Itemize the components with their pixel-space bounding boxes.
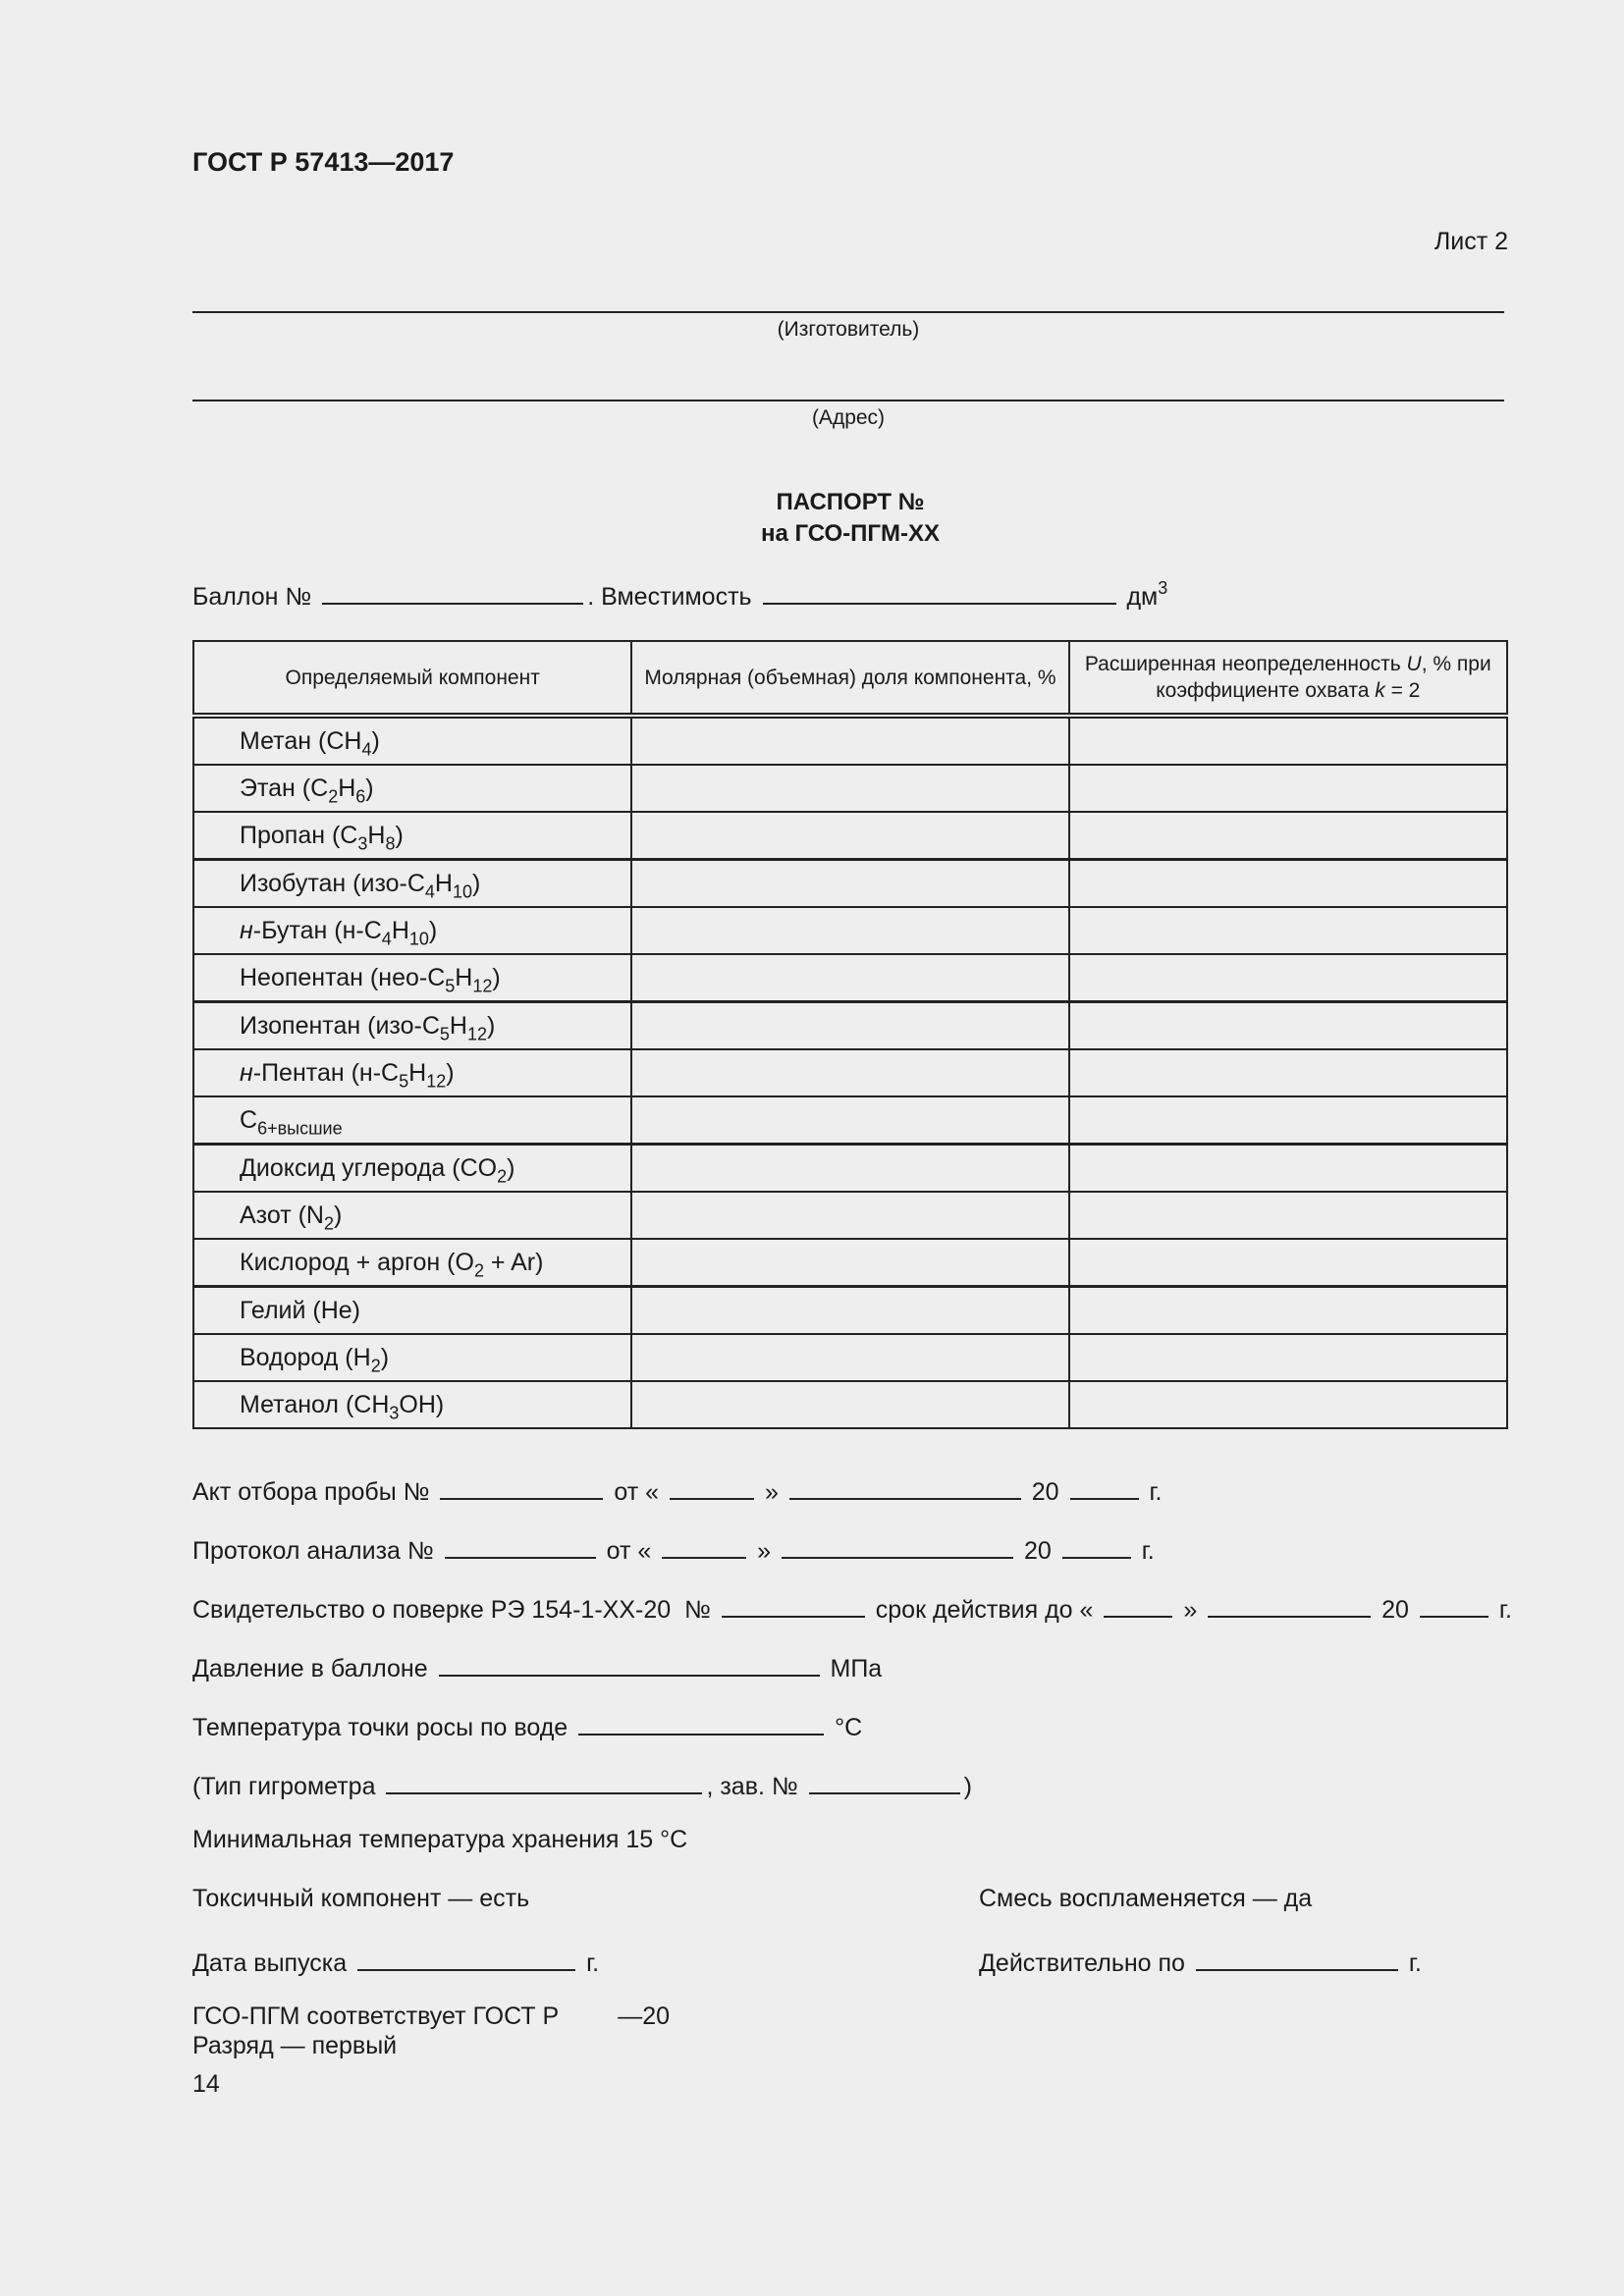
certificate-label: Свидетельство о поверке РЭ 154-1-ХХ-20 (192, 1596, 672, 1624)
hygrometer-serial-field[interactable] (809, 1767, 960, 1794)
component-name: $C_{6+высшие}$ (193, 1096, 631, 1145)
release-date-field[interactable] (357, 1944, 575, 1971)
component-name: Гелий (He) (193, 1287, 631, 1335)
pressure-label: Давление в баллоне (192, 1655, 428, 1682)
uncertainty-cell[interactable] (1069, 1287, 1507, 1335)
sample-act-label: Акт отбора пробы № (192, 1478, 430, 1506)
conformity-line (192, 2002, 670, 2031)
header-molar-fraction: Молярная (объемная) доля компонента, % (631, 641, 1068, 716)
cylinder-label: Баллон № (192, 583, 312, 611)
uncertainty-cell[interactable] (1069, 1381, 1507, 1428)
table-row (193, 1049, 1507, 1096)
toxic-line: Токсичный компонент — есть (192, 1885, 530, 1912)
certificate-year: 20 (1381, 1596, 1409, 1624)
molar-fraction-cell[interactable] (631, 1287, 1068, 1335)
pressure-line (192, 1649, 882, 1683)
address-caption: (Адрес) (811, 406, 886, 429)
release-date-line (192, 1944, 599, 1978)
certificate-close: » (1183, 1596, 1198, 1624)
hygrometer-close: ) (963, 1773, 972, 1800)
sample-act-line (192, 1472, 1162, 1507)
table-row (193, 907, 1507, 954)
title-line-1: ПАСПОРТ № (776, 489, 925, 515)
header-component: Определяемый компонент (193, 641, 631, 716)
table-row (193, 1381, 1507, 1428)
certificate-no: № (684, 1596, 711, 1624)
protocol-number-field[interactable] (445, 1531, 596, 1559)
pressure-field[interactable] (439, 1649, 820, 1677)
protocol-line (192, 1531, 1155, 1566)
title-line-2: на ГСО-ПГМ-ХХ (760, 520, 941, 547)
sample-act-month-field[interactable] (789, 1472, 1021, 1500)
molar-fraction-cell[interactable] (631, 716, 1068, 765)
component-name: Водород $(H_2)$ (193, 1334, 631, 1381)
molar-fraction-cell[interactable] (631, 954, 1068, 1002)
component-name: Изопентан $(изо-C_5H_{12})$ (193, 1002, 631, 1050)
uncertainty-cell[interactable] (1069, 716, 1507, 765)
conformity-label: ГСО-ПГМ соответствует ГОСТ Р (192, 2002, 560, 2030)
uncertainty-cell[interactable] (1069, 954, 1507, 1002)
molar-fraction-cell[interactable] (631, 1381, 1068, 1428)
protocol-close: » (757, 1537, 772, 1565)
component-name: н-Пентан $(н-C_5H_{12})$ (193, 1049, 631, 1096)
uncertainty-cell[interactable] (1069, 812, 1507, 860)
component-name: Этан $(C_2H_6)$ (193, 765, 631, 812)
valid-until-line (979, 1944, 1422, 1978)
flammable-line: Смесь воспламеняется — да (979, 1885, 1313, 1912)
certificate-day-field[interactable] (1104, 1590, 1172, 1618)
cylinder-number-field[interactable] (322, 577, 583, 605)
conformity-year: —20 (618, 2002, 671, 2030)
sample-act-from: от « (614, 1478, 660, 1506)
table-row (193, 1192, 1507, 1239)
table-row (193, 1239, 1507, 1287)
composition-table (192, 640, 1508, 1429)
table-row (193, 1334, 1507, 1381)
molar-fraction-cell[interactable] (631, 1334, 1068, 1381)
molar-fraction-cell[interactable] (631, 812, 1068, 860)
sheet-number: Лист 2 (1434, 228, 1508, 255)
sample-act-day-field[interactable] (670, 1472, 754, 1500)
protocol-year: 20 (1023, 1537, 1052, 1565)
certificate-year-field[interactable] (1420, 1590, 1489, 1618)
cylinder-line (192, 577, 1167, 612)
molar-fraction-cell[interactable] (631, 1192, 1068, 1239)
protocol-g: г. (1141, 1537, 1155, 1565)
document-title (192, 487, 1508, 550)
sample-act-number-field[interactable] (440, 1472, 603, 1500)
sample-act-close: » (764, 1478, 779, 1506)
manufacturer-caption: (Изготовитель) (777, 318, 920, 341)
hygrometer-type-field[interactable] (386, 1767, 702, 1794)
component-name: Метан $(CH_4)$ (193, 716, 631, 765)
table-row (193, 860, 1507, 908)
molar-fraction-cell[interactable] (631, 907, 1068, 954)
component-name: Метанол $(CH_3OH)$ (193, 1381, 631, 1428)
certificate-month-field[interactable] (1208, 1590, 1371, 1618)
certificate-line (192, 1590, 1512, 1625)
uncertainty-cell[interactable] (1069, 1239, 1507, 1287)
protocol-year-field[interactable] (1062, 1531, 1131, 1559)
molar-fraction-cell[interactable] (631, 1145, 1068, 1193)
certificate-valid: срок действия до « (875, 1596, 1094, 1624)
valid-until-g: г. (1408, 1949, 1422, 1977)
min-temp-line: Минимальная температура хранения 15 °С (192, 1826, 688, 1853)
uncertainty-cell[interactable] (1069, 1002, 1507, 1050)
dew-point-unit: °С (835, 1714, 863, 1741)
table-row (193, 765, 1507, 812)
manufacturer-line (192, 311, 1504, 313)
molar-fraction-cell[interactable] (631, 860, 1068, 908)
component-name: Азот $(N_2)$ (193, 1192, 631, 1239)
pressure-unit: МПа (830, 1655, 883, 1682)
protocol-label: Протокол анализа № (192, 1537, 434, 1565)
dew-point-field[interactable] (578, 1708, 824, 1735)
table-header-row (193, 641, 1507, 716)
component-name: н-Бутан $(н-C_4H_{10})$ (193, 907, 631, 954)
molar-fraction-cell[interactable] (631, 1002, 1068, 1050)
uncertainty-cell[interactable] (1069, 765, 1507, 812)
table-row (193, 1002, 1507, 1050)
release-date-g: г. (586, 1949, 600, 1977)
standard-designation: ГОСТ Р 57413—2017 (192, 147, 455, 177)
dew-point-line (192, 1708, 862, 1742)
dew-point-label: Температура точки росы по воде (192, 1714, 568, 1741)
uncertainty-cell[interactable] (1069, 1049, 1507, 1096)
component-name: Неопентан $(нео-C_5H_{12})$ (193, 954, 631, 1002)
capacity-label: . Вместимость (587, 583, 752, 611)
component-name: Диоксид углерода $(CO_2)$ (193, 1145, 631, 1193)
table-row (193, 954, 1507, 1002)
table-row (193, 812, 1507, 860)
valid-until-label: Действительно по (979, 1949, 1185, 1977)
uncertainty-cell[interactable] (1069, 1192, 1507, 1239)
address-line (192, 400, 1504, 401)
component-name: Изобутан $(изо-C_4H_{10})$ (193, 860, 631, 908)
sample-act-g: г. (1149, 1478, 1163, 1506)
uncertainty-cell[interactable] (1069, 1096, 1507, 1145)
capacity-field[interactable] (763, 577, 1116, 605)
uncertainty-cell[interactable] (1069, 1145, 1507, 1193)
header-uncertainty: Расширенная неопределенность U, % при коэффициенте охвата k = 2 (1069, 641, 1507, 716)
table-row (193, 1145, 1507, 1193)
uncertainty-cell[interactable] (1069, 860, 1507, 908)
molar-fraction-cell[interactable] (631, 1049, 1068, 1096)
release-date-label: Дата выпуска (192, 1949, 348, 1977)
hygrometer-serial-label: , зав. № (706, 1773, 798, 1800)
protocol-from: от « (606, 1537, 652, 1565)
table-row (193, 1287, 1507, 1335)
protocol-day-field[interactable] (662, 1531, 746, 1559)
protocol-month-field[interactable] (782, 1531, 1013, 1559)
hygrometer-label: (Тип гигрометра (192, 1773, 376, 1800)
certificate-number-field[interactable] (722, 1590, 865, 1618)
table-row (193, 716, 1507, 765)
grade-line: Разряд — первый (192, 2032, 398, 2059)
certificate-g: г. (1498, 1596, 1512, 1624)
uncertainty-cell[interactable] (1069, 1334, 1507, 1381)
uncertainty-cell[interactable] (1069, 907, 1507, 954)
molar-fraction-cell[interactable] (631, 1239, 1068, 1287)
molar-fraction-cell[interactable] (631, 1096, 1068, 1145)
hygrometer-line (192, 1767, 972, 1801)
capacity-unit: $дм^3$ (1126, 578, 1168, 611)
component-name: Кислород + аргон $(O_2 + Ar)$ (193, 1239, 631, 1287)
molar-fraction-cell[interactable] (631, 765, 1068, 812)
component-name: Пропан $(C_3H_8)$ (193, 812, 631, 860)
table-row (193, 1096, 1507, 1145)
sample-act-year: 20 (1031, 1478, 1059, 1506)
page-number: 14 (192, 2070, 220, 2098)
valid-until-field[interactable] (1196, 1944, 1398, 1971)
sample-act-year-field[interactable] (1070, 1472, 1139, 1500)
